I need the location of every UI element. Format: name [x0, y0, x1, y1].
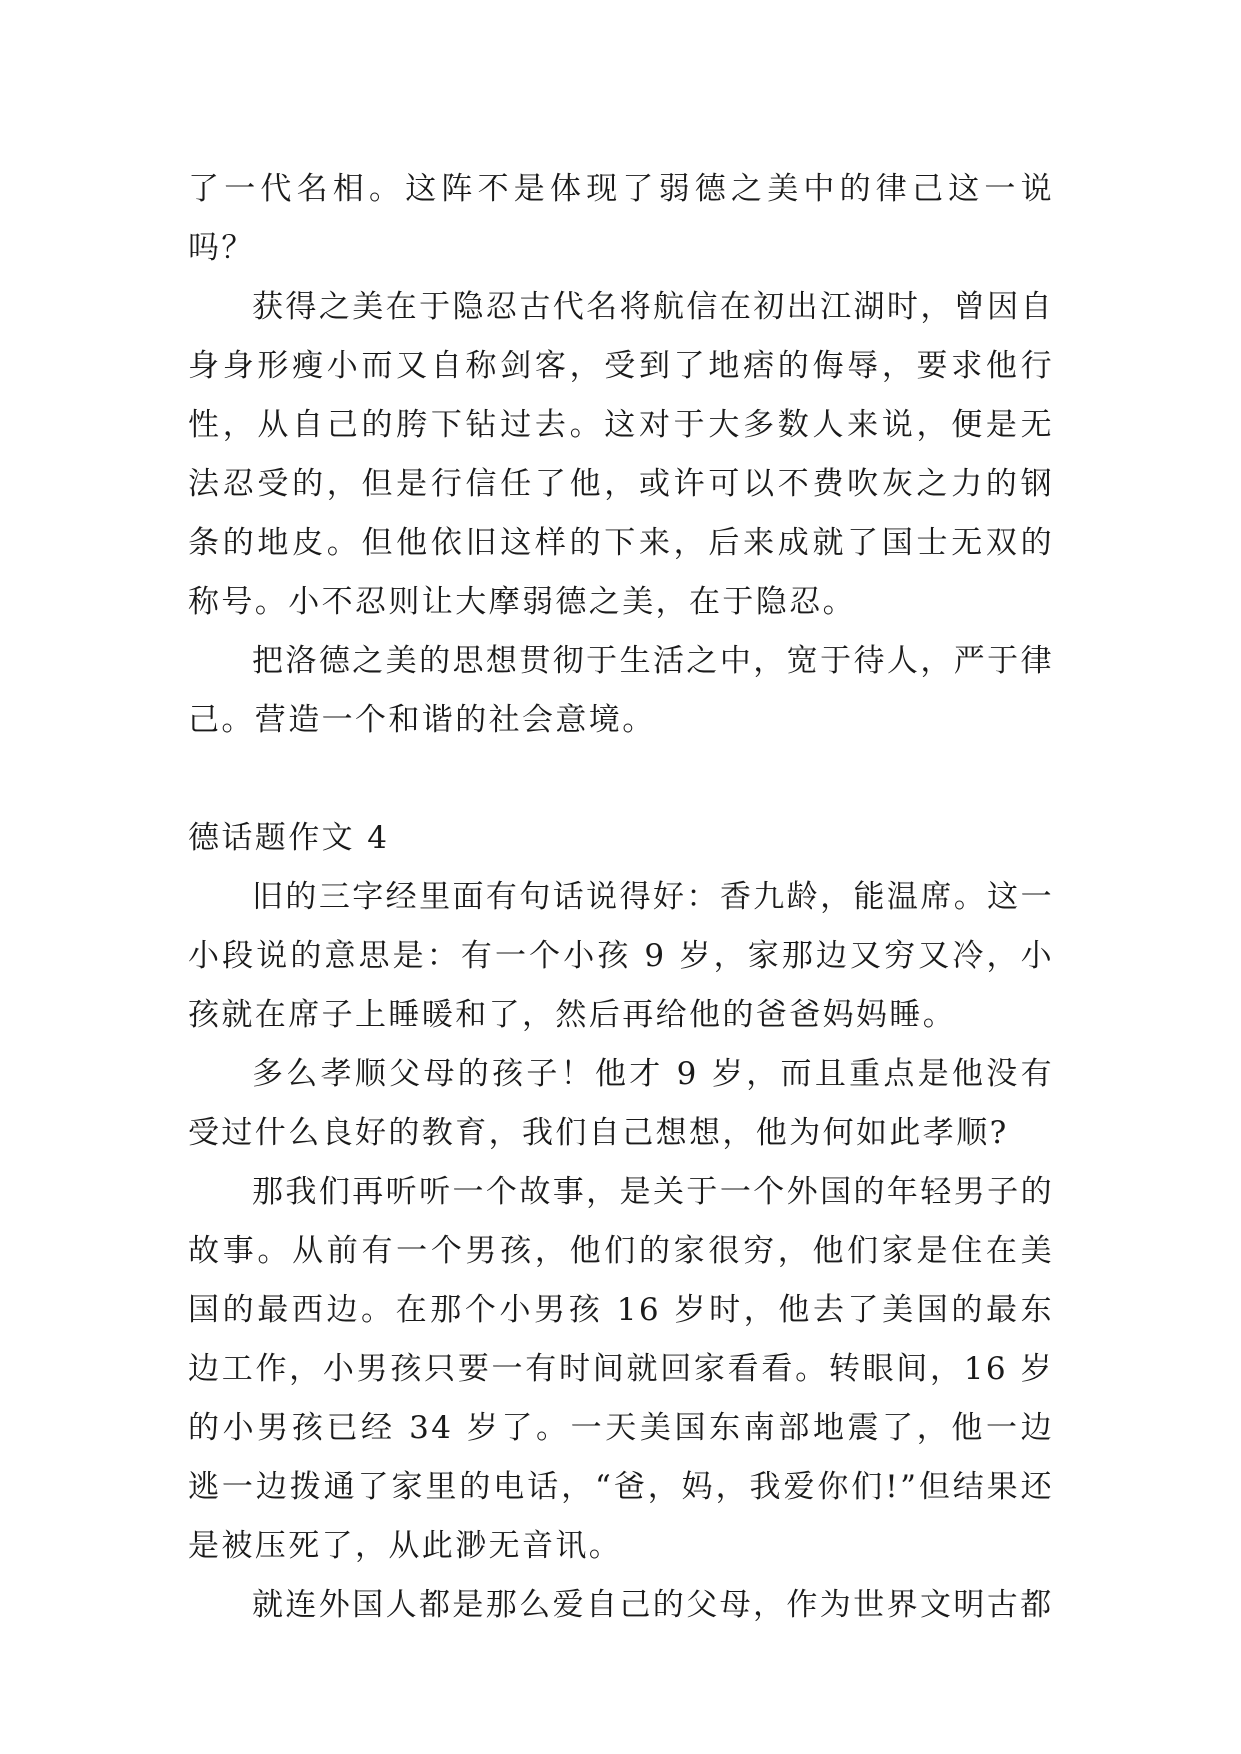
paragraph: 把洛德之美的思想贯彻于生活之中，宽于待人，严于律己。营造一个和谐的社会意境。 [188, 643, 1054, 738]
paragraph: 多么孝顺父母的孩子！他才 9 岁，而且重点是他没有受过什么良好的教育，我们自己想想，他为何如此孝顺? [188, 1056, 1054, 1151]
document-page [188, 160, 1054, 1635]
paragraph: 获得之美在于隐忍古代名将航信在初出江湖时，曾因自身身形瘦小而又自称剑客，受到了地痞的侮辱，要求他行性，从自己的胯下钻过去。这对于大多数人来说，便是无法忍受的，但是行信任了他，或许可以不费吹灰之力的钢条的地皮。但他依旧这样的下来，后来成就了国士无双的称号。小不忍则让大摩弱德之美，在于隐忍。 [188, 289, 1054, 620]
paragraph: 了一代名相。这阵不是体现了弱德之美中的律己这一说吗？ [188, 171, 1054, 266]
paragraph: 旧的三字经里面有句话说得好：香九龄，能温席。这一小段说的意思是：有一个小孩 9 岁，家那边又穷又冷，小孩就在席子上睡暖和了，然后再给他的爸爸妈妈睡。 [188, 879, 1054, 1033]
section-title: 德话题作文 4 [188, 820, 390, 856]
paragraph: 就连外国人都是那么爱自己的父母，作为世界文明古都 [252, 1587, 1054, 1623]
paragraph: 那我们再听听一个故事，是关于一个外国的年轻男子的故事。从前有一个男孩，他们的家很穷，他们家是住在美国的最西边。在那个小男孩 16 岁时，他去了美国的最东边工作，小男孩只要一有时间就回家看看。转眼间，16 岁的小男孩已经 34 岁了。一天美国东南部地震了，他一边逃一边拨通了家里的电话，“爸，妈，我爱你们!”但结果还是被压死了，从此渺无音讯。 [188, 1174, 1054, 1564]
